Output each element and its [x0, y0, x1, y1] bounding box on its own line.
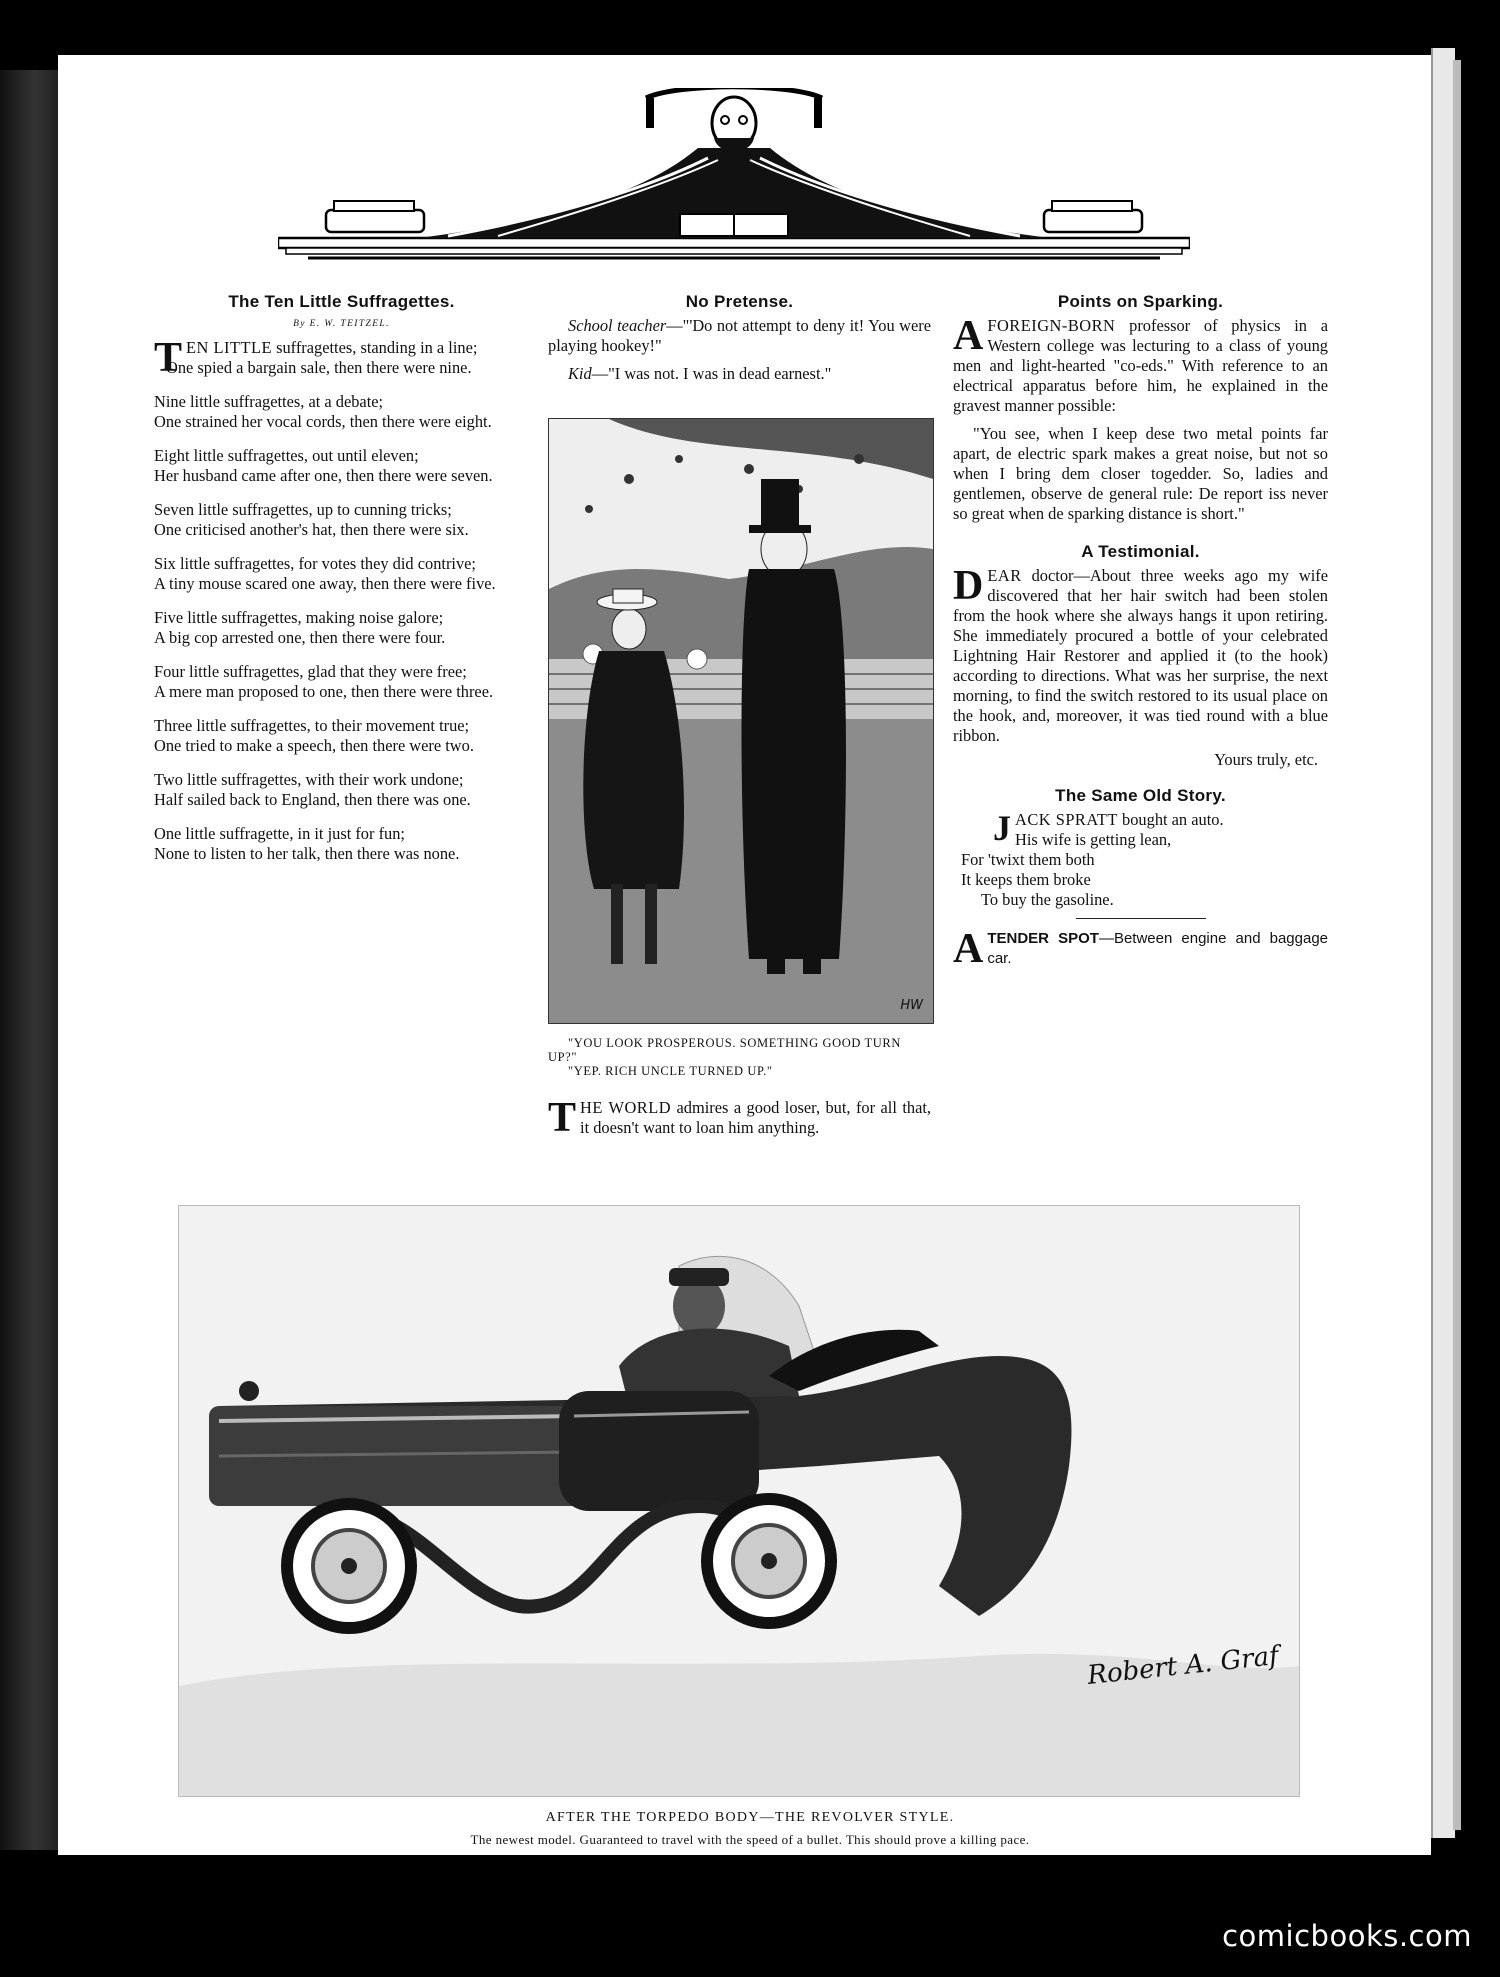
article-title: No Pretense. — [685, 292, 794, 311]
testimonial-paragraph: DEAR doctor—About three weeks ago my wife discovered that her hair switch had been stolen from the hook where she always hangs it upon retiring. She immediately procured a bottle of your celebrated Lightning Hair Restorer and applied it (to the hook) according to directions. What was her surprise, the next morning, to find the switch restored to its usual place on the hook, and, moreover, it was tied round with a blue ribbon. — [953, 563, 1328, 745]
sparking-paragraph-1: AFOREIGN-BORN professor of physics in a Western college was lecturing to a class of young men and light-hearted "co-eds." With reference to an electrical apparatus before him, he explained in the gravest manner possible: — [953, 313, 1328, 415]
byline: By E. W. TEITZEL. — [293, 319, 390, 329]
poem-stanza — [154, 716, 529, 756]
artist-signature: Robert A. Graf — [1085, 1641, 1281, 1691]
poem-line: Her husband came after one, then there were seven. — [154, 466, 493, 485]
article-title: The Same Old Story. — [1055, 786, 1226, 805]
revolver-car-illustration — [178, 1205, 1300, 1797]
poem-stanza — [154, 500, 529, 540]
cartoon-caption-1: "YOU LOOK PROSPEROUS. SOMETHING GOOD TURN UP?" — [548, 1036, 901, 1064]
poem-line: A big cop arrested one, then there were four. — [154, 628, 446, 647]
poem-line: Three little suffragettes, to their movement true; — [154, 716, 470, 735]
poem-line: One tried to make a speech, then there were two. — [154, 736, 474, 755]
lead-caps: EN LITTLE — [186, 338, 272, 357]
poem-line: Eight little suffragettes, out until eleven; — [154, 446, 419, 465]
poem-stanza — [154, 554, 529, 594]
poem-stanza — [154, 335, 529, 381]
divider-rule — [1076, 918, 1206, 919]
testimonial-signoff: Yours truly, etc. — [1214, 750, 1318, 769]
poem-line: Nine little suffragettes, at a debate; — [154, 392, 384, 411]
watermark: comicbooks.com — [1222, 1919, 1472, 1953]
world-paragraph: THE WORLD admires a good loser, but, for all that, it doesn't want to loan him anything. — [548, 1095, 931, 1141]
column-no-pretense-lower — [548, 1030, 931, 1146]
cartoon-illustration — [548, 418, 934, 1024]
poem-line: Two little suffragettes, with their work undone; — [154, 770, 464, 789]
poem-line: A mere man proposed to one, then there were three. — [154, 682, 494, 701]
drop-cap: T — [154, 335, 183, 381]
header-ornament-illustration — [278, 88, 1190, 273]
poem-text: suffragettes, standing in a line; — [276, 338, 478, 357]
page-edge — [1431, 48, 1455, 1838]
poem-stanza — [154, 446, 529, 486]
poem-line: One strained her vocal cords, then there were eight. — [154, 412, 492, 431]
same-old-story-poem: JACK SPRATT bought an auto. His wife is getting lean, For 'twixt them both It keeps them broke To buy the gasoline. — [961, 808, 1224, 909]
poem-line: A tiny mouse scared one away, then there were five. — [154, 574, 496, 593]
poem-stanza — [154, 608, 529, 648]
binding-edge — [0, 70, 58, 1850]
page-edge-shadow — [1453, 60, 1461, 1830]
poem-stanzas — [154, 335, 529, 864]
poem-stanza — [154, 824, 529, 864]
poem-line: One spied a bargain sale, then there were nine. — [166, 358, 472, 377]
dialogue-kid: Kid—"I was not. I was in dead earnest." — [568, 364, 832, 383]
sparking-paragraph-2: "You see, when I keep dese two metal points far apart, de electric spark makes a great noise, but not so when I bring dem closer togedder. So, ladies and gentlemen, observe de general rule: De report iss never so great when de sparking distance is short." — [953, 424, 1328, 523]
artist-signature: HW — [900, 998, 923, 1013]
column-sparking — [953, 292, 1328, 977]
column-no-pretense — [548, 292, 931, 392]
tender-spot-paragraph: ATENDER SPOT—Between engine and baggage car. — [953, 926, 1328, 972]
poem-line: Five little suffragettes, making noise galore; — [154, 608, 444, 627]
poem-line: Seven little suffragettes, up to cunning tricks; — [154, 500, 452, 519]
article-title: Points on Sparking. — [1057, 292, 1224, 311]
poem-line: Half sailed back to England, then there was one. — [154, 790, 471, 809]
poem-line: None to listen to her talk, then there was none. — [154, 844, 460, 863]
caption-subtitle: The newest model. Guaranteed to travel with the speed of a bullet. This should prove a killing pace. — [470, 1832, 1030, 1847]
column-suffragettes — [154, 292, 529, 878]
caption-title: AFTER THE TORPEDO BODY—THE REVOLVER STYLE. — [545, 1810, 955, 1825]
cartoon-caption-2: "YEP. RICH UNCLE TURNED UP." — [568, 1064, 773, 1078]
bottom-caption — [370, 1810, 1130, 1848]
article-title: The Ten Little Suffragettes. — [228, 292, 455, 311]
article-title: A Testimonial. — [1081, 542, 1200, 561]
poem-line: Four little suffragettes, glad that they were free; — [154, 662, 467, 681]
poem-line: One little suffragette, in it just for fun; — [154, 824, 405, 843]
dialogue-teacher: School teacher—"'Do not attempt to deny it! You were playing hookey!" — [548, 316, 932, 355]
poem-line: Six little suffragettes, for votes they did contrive; — [154, 554, 476, 573]
poem-stanza — [154, 770, 529, 810]
poem-stanza — [154, 392, 529, 432]
poem-line: One criticised another's hat, then there were six. — [154, 520, 469, 539]
poem-stanza — [154, 662, 529, 702]
